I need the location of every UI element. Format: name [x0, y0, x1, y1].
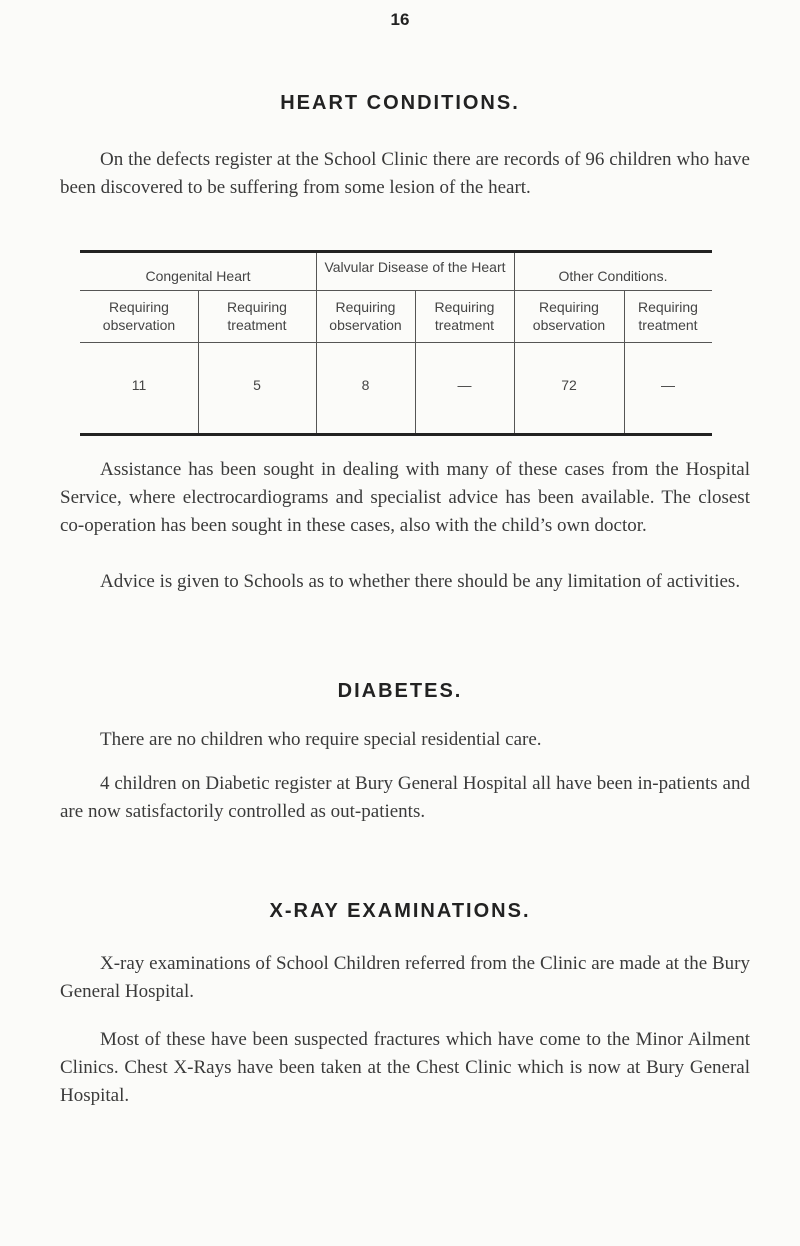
- diabetes-residential-paragraph: There are no children who require special residential care.: [100, 729, 542, 750]
- xray-referred-paragraph: X-ray examinations of School Children referred from the Clinic are made at the Bury General Hospital.: [60, 953, 750, 1002]
- table-column-rule: [624, 290, 625, 433]
- page-number: 16: [390, 10, 410, 29]
- diabetes-register-paragraph: 4 children on Diabetic register at Bury General Hospital all have been in-patients and are now satisfactorily controlled as out-patients.: [60, 773, 750, 822]
- subheader-other-treatment: Requiring treatment: [638, 299, 698, 333]
- subheader-congenital-treatment: Requiring treatment: [227, 299, 287, 333]
- group-header-valvular: Valvular Disease of the Heart: [324, 259, 506, 275]
- value-valvular-treatment: —: [457, 377, 472, 393]
- table-top-rule: [80, 250, 712, 253]
- heart-advice-paragraph: Advice is given to Schools as to whether there should be any limitation of activities.: [100, 571, 741, 592]
- value-valvular-observation: 8: [361, 377, 370, 393]
- value-other-treatment: —: [661, 377, 675, 393]
- table-column-rule: [316, 253, 317, 433]
- table-column-rule: [198, 290, 199, 433]
- xray-heading: X-RAY EXAMINATIONS.: [269, 900, 531, 922]
- group-header-other: Other Conditions.: [558, 268, 668, 284]
- table-bottom-rule: [80, 433, 712, 436]
- subheader-valvular-observation: Requiring observation: [329, 299, 402, 333]
- subheader-other-observation: Requiring observation: [532, 299, 606, 333]
- table-column-rule: [415, 290, 416, 433]
- heart-conditions-heading: HEART CONDITIONS.: [280, 92, 520, 114]
- subheader-valvular-treatment: Requiring treatment: [434, 299, 495, 333]
- table-column-rule: [514, 253, 515, 433]
- table-divider: [80, 342, 712, 343]
- heart-intro-paragraph: On the defects register at the School Clinic there are records of 96 children who have been discovered to be suffering from some lesion of the heart.: [60, 149, 750, 198]
- value-congenital-observation: 11: [131, 377, 147, 393]
- subheader-congenital-observation: Requiring observation: [102, 299, 176, 333]
- value-other-observation: 72: [561, 377, 577, 393]
- heart-conditions-table: [80, 250, 712, 436]
- table-divider: [514, 290, 712, 291]
- diabetes-heading: DIABETES.: [337, 680, 463, 702]
- xray-fractures-paragraph: Most of these have been suspected fractures which have come to the Minor Ailment Clinics. Chest X-Rays have been taken at the Chest Clinic which is now at Bury General Hospital.: [60, 1029, 750, 1106]
- heart-assistance-paragraph: Assistance has been sought in dealing with many of these cases from the Hospital Service, where electrocardiograms and specialist advice has been available. The closest co-operation has been sought in these cases, also with the child’s own doctor.: [60, 459, 750, 536]
- value-congenital-treatment: 5: [253, 377, 261, 393]
- group-header-congenital: Congenital Heart: [145, 268, 251, 284]
